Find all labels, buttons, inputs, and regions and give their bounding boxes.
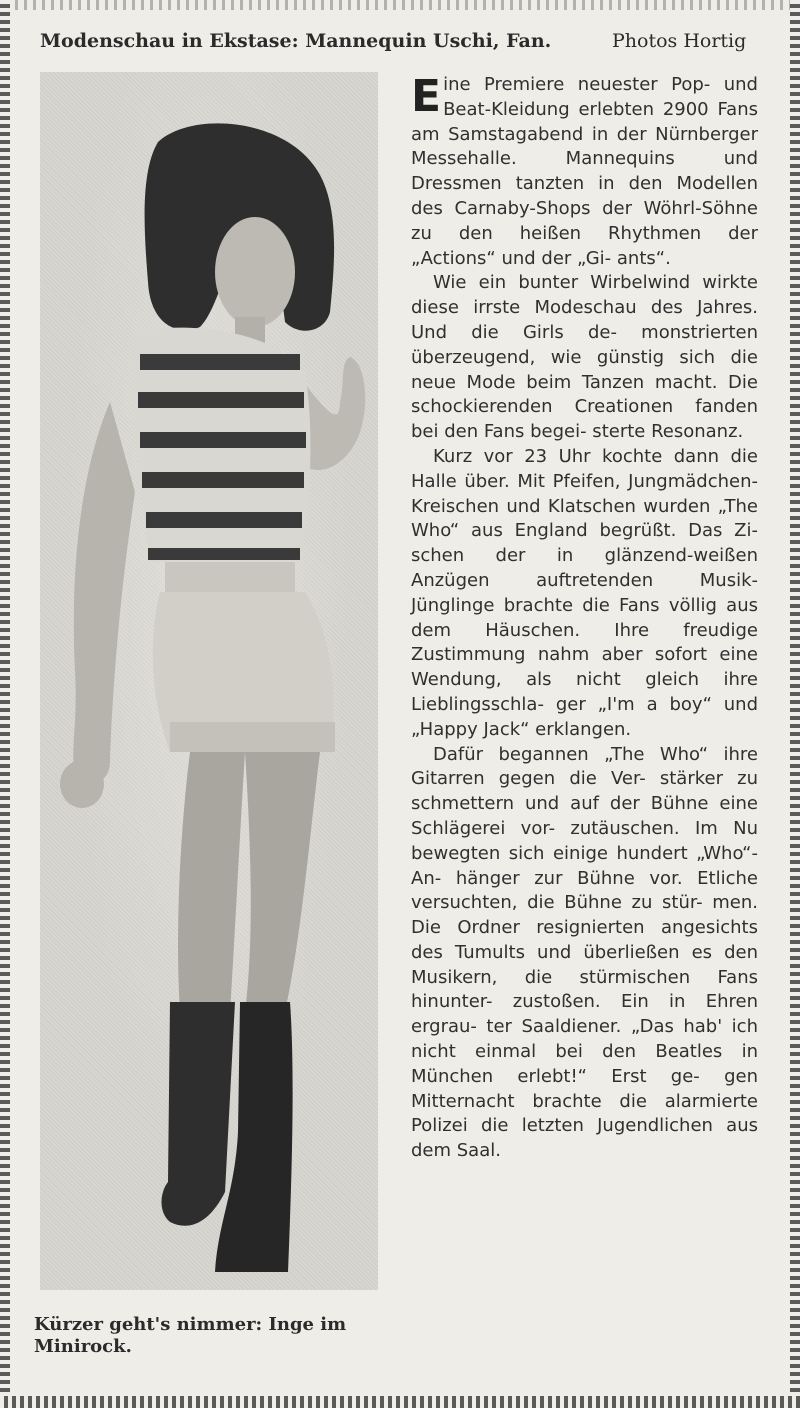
headline: Modenschau in Ekstase: Mannequin Uschi, Fan.: [40, 30, 552, 52]
article-paragraph: Wie ein bunter Wirbelwind wirkte diese irrste Modeschau des Jahres. Und die Girls de- monstrierten überzeugend, wie günstig sich die neue Mode beim Tanzen macht. Die schockierenden Creationen fanden bei den Fans begei- sterte Resonanz.: [411, 272, 758, 443]
top-border: [0, 0, 800, 10]
photo-credit: Photos Hortig: [612, 30, 747, 52]
drop-cap: E: [411, 71, 442, 122]
article-paragraph: [411, 73, 758, 271]
bottom-zigzag-edge: [0, 1396, 800, 1408]
article-paragraph: Dafür begannen „The Who“ ihre Gitarren gegen die Ver- stärker zu schmettern und auf der Bühne eine Schlägerei vor- zutäuschen. Im Nu bewegten sich einige hundert „Who“-An- hänger zur Bühne vor. Etliche versuchten, die Bühne zu stür- men. Die Ordner resignierten angesichts des Tumults und überließen es den Musikern, die stürmischen Fans hinunter- zustoßen. Ein in Ehren ergrau- ter Saaldiener. „Das hab' ich nicht einmal bei den Beatles in München erlebt!“ Erst ge- gen Mitternacht brachte die alarmierte Polizei die letzten Jugendlichen aus dem Saal.: [411, 743, 758, 1162]
photo-caption: Kürzer geht's nimmer: Inge im Minirock.: [34, 1314, 347, 1357]
fashion-photo: [40, 72, 378, 1290]
model-figure-illustration: [40, 72, 378, 1290]
article-body: [411, 73, 758, 1164]
paragraph-text: ine Premiere neuester Pop- und Beat-Kleidung erlebten 2900 Fans am Samstagabend in der Nürnberger Messehalle. Mannequins und Dressmen tanzten in den Modellen des Carnaby-Shops der Wöhrl-Söhne zu den heißen Rhythmen der „Actions“ und der „Gi- ants“.: [411, 74, 758, 269]
left-zigzag-edge: [0, 0, 10, 1408]
article-paragraph: Kurz vor 23 Uhr kochte dann die Halle über. Mit Pfeifen, Jungmädchen-Kreischen und Klatschen wurden „The Who“ aus England begrüßt. Das Zi- schen der in glänzend-weißen Anzügen auftretenden Musik- Jünglinge brachte die Fans völlig aus dem Häuschen. Ihre freudige Zustimmung nahm aber sofort eine Wendung, als nicht gleich ihre Lieblingsschla- ger „I'm a boy“ und „Happy Jack“ erklangen.: [411, 445, 758, 740]
right-zigzag-edge: [790, 0, 800, 1408]
